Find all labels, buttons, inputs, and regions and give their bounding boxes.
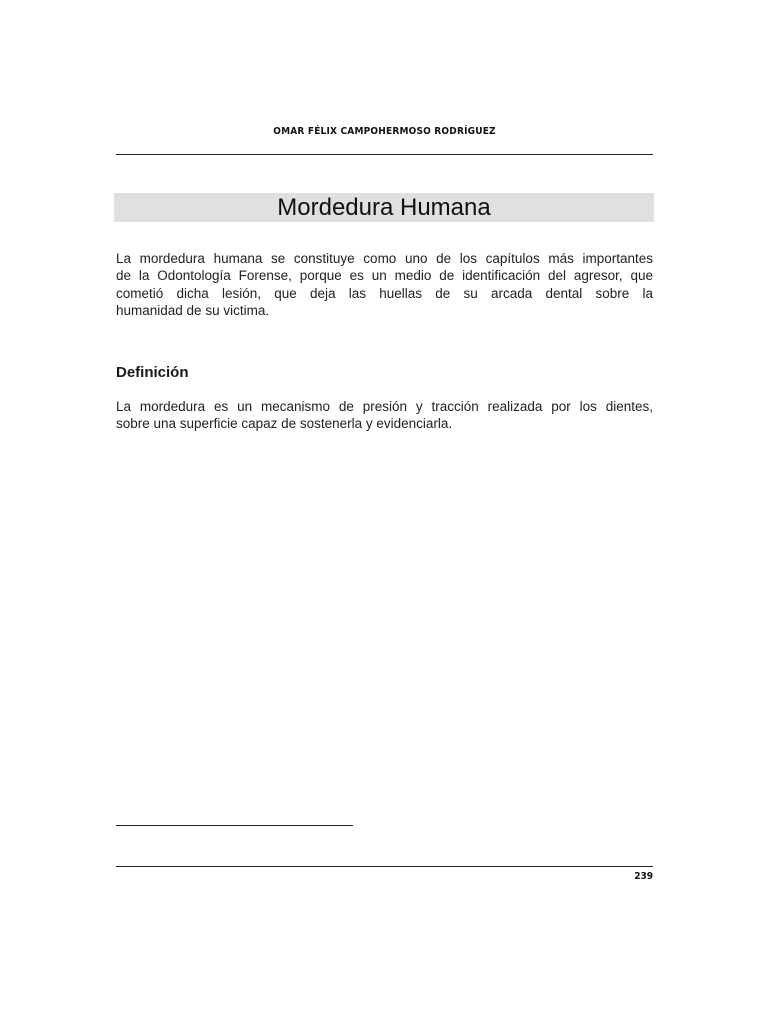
chapter-title: Mordedura Humana <box>277 193 491 221</box>
header-rule <box>116 154 653 155</box>
intro-line: La mordedura humana se constituye como uno de los capítulos más importantes <box>116 251 653 266</box>
intro-line: de la Odontología Forense, porque es un medio de identificación del agresor, que <box>116 268 653 284</box>
footer-rule <box>116 866 653 867</box>
definition-line: sobre una superficie capaz de sostenerla y evidenciarla. <box>116 416 453 432</box>
definition-paragraph <box>116 398 653 433</box>
intro-line: humanidad de su victima. <box>116 302 270 318</box>
intro-line: cometió dicha lesión, que deja las huellas de su arcada dental sobre la <box>116 285 653 301</box>
definition-line: La mordedura es un mecanismo de presión y tracción realizada por los dientes, <box>116 399 653 414</box>
footnote-rule <box>116 825 353 826</box>
running-header: OMAR FÉLIX CAMPOHERMOSO RODRÍGUEZ <box>273 126 496 137</box>
title-band <box>114 193 654 222</box>
section-heading-definicion: Definición <box>116 364 189 381</box>
intro-paragraph <box>116 250 653 319</box>
page-number: 239 <box>634 871 653 882</box>
